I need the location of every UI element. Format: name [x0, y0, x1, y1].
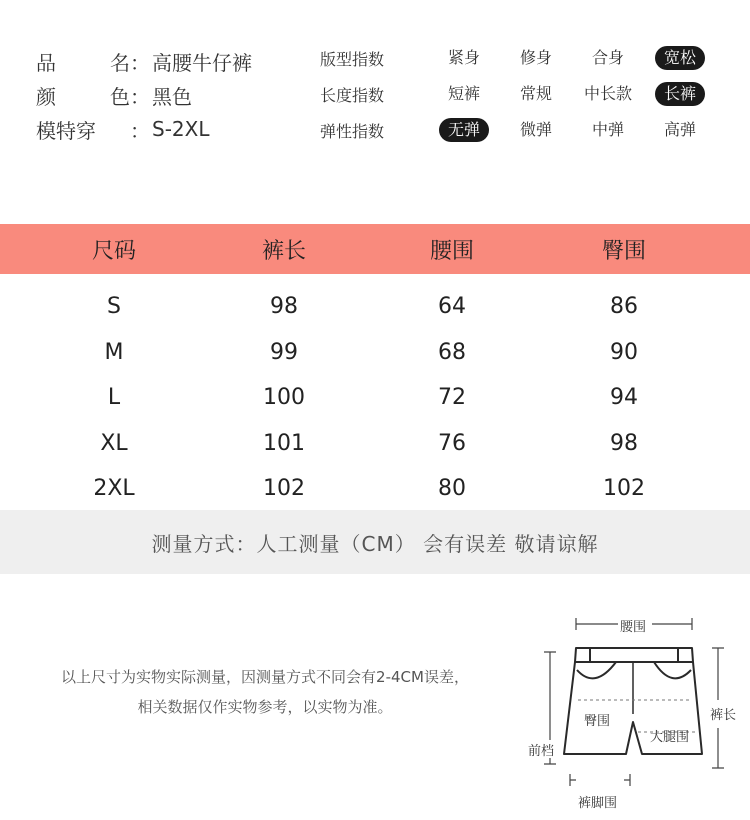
- product-color-label-1: 颜: [36, 84, 56, 109]
- diagram-label-waist: 腰围: [620, 620, 647, 635]
- fit-index-label: 版型指数: [320, 49, 385, 69]
- header-waist: 腰围: [429, 238, 474, 264]
- cell-waist: 80: [438, 476, 466, 501]
- colon: ：: [130, 84, 150, 109]
- product-color-row: [36, 78, 252, 112]
- diagram-label-hem: 裤脚围: [578, 796, 618, 811]
- colon: ：: [130, 118, 150, 143]
- stretch-option: 中弹: [591, 120, 624, 139]
- disclaimer-line-2: 相关数据仅作实物参考，以实物为准。: [137, 698, 393, 716]
- product-name-label-1: 品: [36, 50, 56, 75]
- cell-hip: 102: [603, 476, 645, 501]
- cell-hip: 86: [610, 294, 638, 319]
- header-hip: 臀围: [601, 238, 646, 264]
- disclaimer-line-1: 以上尺寸为实物实际测量，因测量方式不同会有2-4CM误差，: [61, 668, 469, 686]
- fit-option: 紧身: [447, 48, 480, 67]
- stretch-option-selected: 无弹: [439, 118, 489, 142]
- cell-length: 99: [270, 339, 298, 365]
- fit-option: 修身: [519, 48, 552, 67]
- fit-option-selected: 宽松: [655, 46, 705, 70]
- size-table-body: [0, 284, 750, 512]
- cell-size: L: [107, 385, 121, 410]
- fit-indices: [320, 40, 716, 148]
- table-row: [0, 330, 750, 376]
- diagram-label-thigh: 大腿围: [650, 730, 690, 745]
- cell-length: 102: [263, 476, 305, 501]
- fit-index-row: [320, 40, 716, 76]
- product-color-value: 黑色: [152, 84, 192, 109]
- length-option: 短裤: [447, 84, 480, 103]
- diagram-label-hip: 臀围: [584, 714, 611, 729]
- table-row: [0, 466, 750, 512]
- stretch-option: 微弹: [519, 120, 552, 139]
- measurement-diagram: [520, 604, 750, 816]
- cell-length: 101: [263, 430, 305, 456]
- stretch-index-row: [320, 112, 716, 148]
- cell-waist: 72: [438, 385, 466, 410]
- fit-option: 合身: [591, 48, 624, 67]
- size-table-header: [0, 224, 750, 274]
- stretch-option: 高弹: [663, 120, 696, 139]
- cell-size: M: [104, 339, 124, 365]
- disclaimer: [0, 662, 530, 722]
- product-name-value: 高腰牛仔裤: [152, 50, 252, 75]
- length-option: 中长款: [583, 84, 632, 103]
- cell-waist: 64: [438, 294, 466, 319]
- cell-waist: 76: [438, 430, 466, 456]
- cell-hip: 98: [610, 430, 638, 456]
- diagram-label-length: 裤长: [710, 708, 737, 723]
- product-color-label-2: 色: [110, 84, 130, 109]
- cell-size: XL: [100, 430, 128, 456]
- length-index-label: 长度指数: [320, 85, 385, 105]
- diagram-label-rise: 前档: [528, 744, 555, 759]
- product-model-value: S-2XL: [152, 117, 210, 141]
- cell-size: 2XL: [93, 476, 135, 501]
- product-model-row: [36, 112, 252, 146]
- cell-hip: 90: [610, 339, 638, 365]
- length-option: 常规: [519, 84, 552, 103]
- product-name-row: [36, 44, 252, 78]
- cell-waist: 68: [438, 339, 466, 365]
- product-name-label-2: 名: [110, 50, 130, 75]
- product-info: [36, 44, 252, 146]
- cell-hip: 94: [610, 385, 638, 410]
- stretch-index-label: 弹性指数: [320, 121, 385, 141]
- cell-length: 100: [263, 385, 305, 410]
- cell-length: 98: [270, 294, 298, 319]
- colon: ：: [130, 50, 150, 75]
- header-size: 尺码: [91, 238, 136, 264]
- table-row: [0, 284, 750, 330]
- product-model-label: 模特穿: [36, 118, 96, 143]
- length-index-row: [320, 76, 716, 112]
- length-option-selected: 长裤: [655, 82, 705, 106]
- measurement-note: 测量方式：人工测量（CM） 会有误差 敬请谅解: [0, 510, 750, 574]
- table-row: [0, 375, 750, 421]
- table-row: [0, 421, 750, 467]
- header-length: 裤长: [261, 238, 306, 264]
- cell-size: S: [107, 294, 121, 319]
